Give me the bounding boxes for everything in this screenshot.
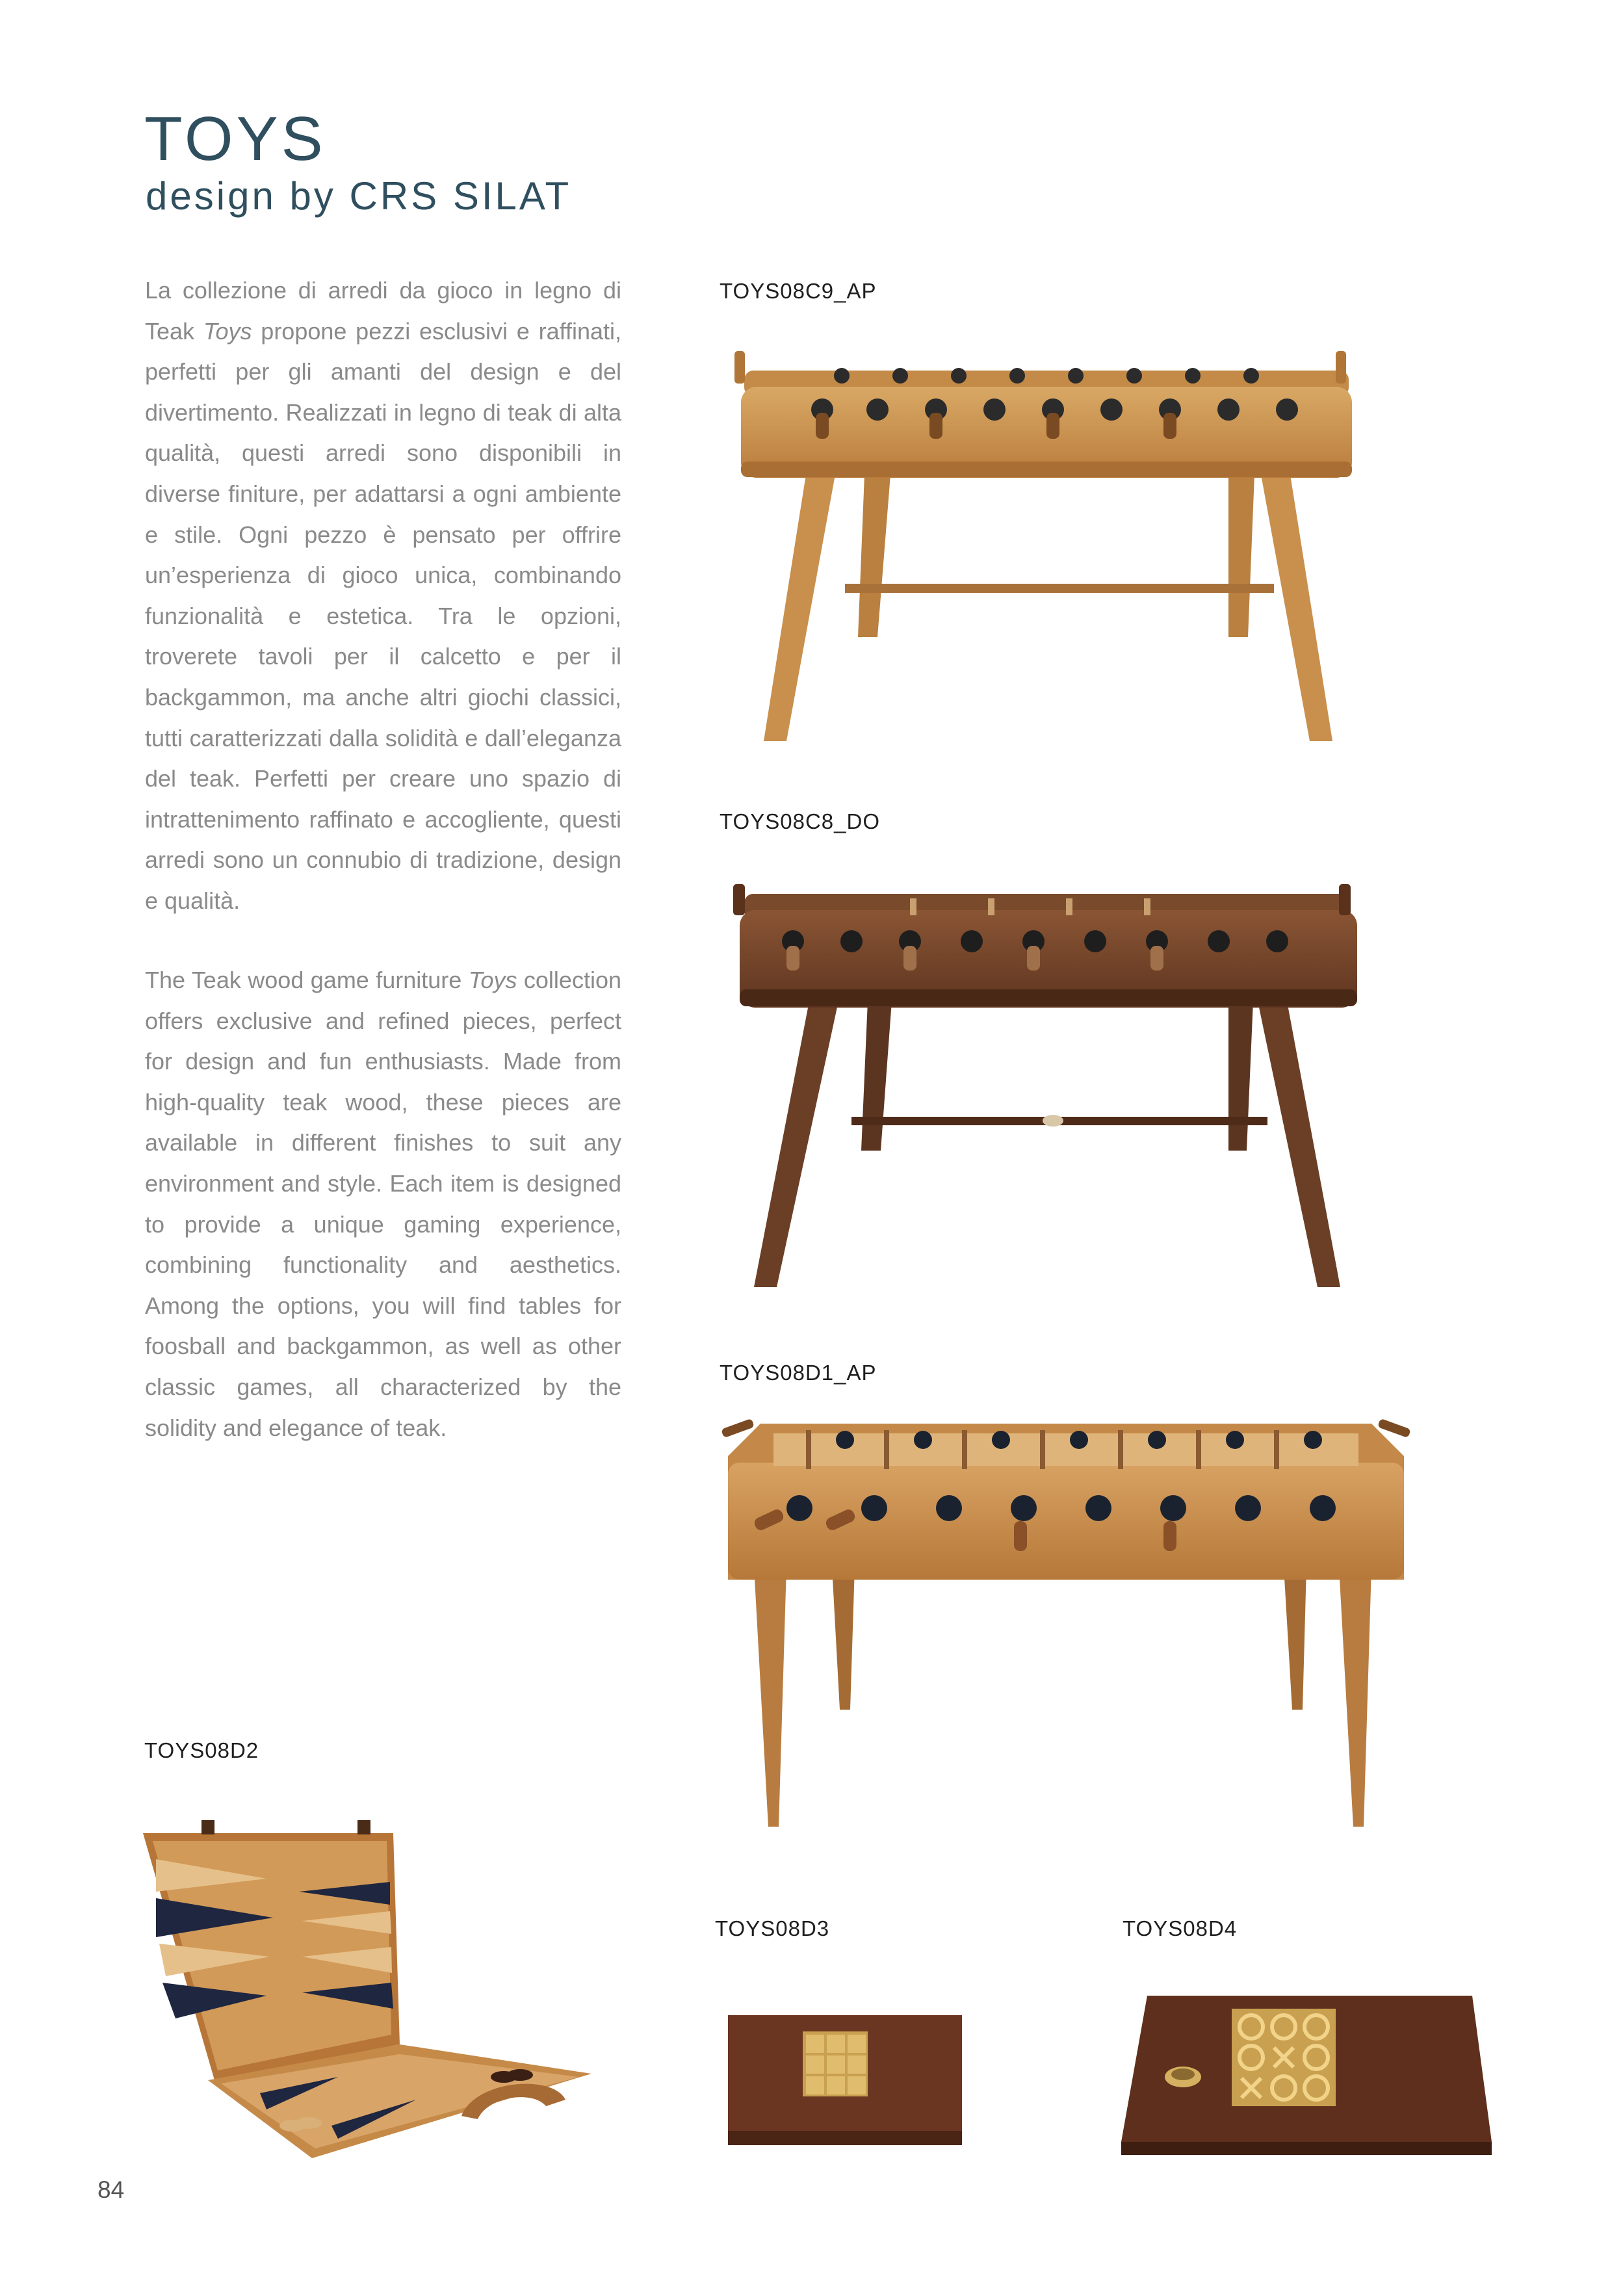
intro-it-italic: Toys: [203, 317, 252, 345]
backgammon-case-icon: [136, 1820, 604, 2158]
intro-paragraph-english: [145, 960, 621, 1448]
foosball-table-icon: [715, 1404, 1417, 1846]
intro-en-text-1: The Teak wood game furniture: [145, 967, 469, 993]
page-subtitle: design by CRS SILAT: [146, 174, 572, 218]
intro-en-italic: Toys: [468, 967, 517, 993]
foosball-table-icon: [715, 865, 1365, 1313]
foosball-table-icon: [715, 325, 1365, 767]
tic-tac-toe-board-icon: [1108, 1989, 1498, 2165]
product-code-toys08c9-ap: TOYS08C9_AP: [720, 279, 877, 303]
product-code-toys08c8-do: TOYS08C8_DO: [720, 809, 880, 833]
product-code-toys08d1-ap: TOYS08D1_AP: [720, 1361, 877, 1385]
product-code-toys08d3: TOYS08D3: [715, 1916, 830, 1940]
intro-it-text-1: La collezione di arredi da gioco in legno di Teak: [145, 277, 621, 345]
intro-en-text-2: collection offers exclusive and refined pieces, perfect for design and fun enthusiasts. Made from high-quality teak wood, these pieces are available in different finishes to suit any environment and style. Each item is designed to provide a unique gaming experience, combining functionality and aesthetics. Among the options, you will find tables for foosball and backgammon, as well as other classic games, all characterized by the solidity and elegance of teak.: [145, 967, 621, 1441]
game-board-icon: [721, 2009, 968, 2158]
intro-paragraph-italian: [145, 270, 621, 922]
product-code-toys08d2: TOYS08D2: [144, 1738, 259, 1762]
page-number: 84: [97, 2176, 125, 2203]
page-title: TOYS: [144, 104, 326, 174]
intro-it-text-2: propone pezzi esclusivi e raffinati, perfetti per gli amanti del design e del divertimento. Realizzati in legno di teak di alta qualità, questi arredi sono disponibili in diverse finiture, per adattarsi a ogni ambiente e stile. Ogni pezzo è pensato per offrire un’esperienza di gioco unica, combinando funzionalità e estetica. Tra le opzioni, troverete tavoli per il calcetto e per il backgammon, ma anche altri giochi classici, tutti caratterizzati dalla solidità e dall’eleganza del teak. Perfetti per creare uno spazio di intrattenimento raffinato e accogliente, questi arredi sono un connubio di tradizione, design e qualità.: [145, 317, 621, 914]
product-code-toys08d4: TOYS08D4: [1123, 1916, 1238, 1940]
